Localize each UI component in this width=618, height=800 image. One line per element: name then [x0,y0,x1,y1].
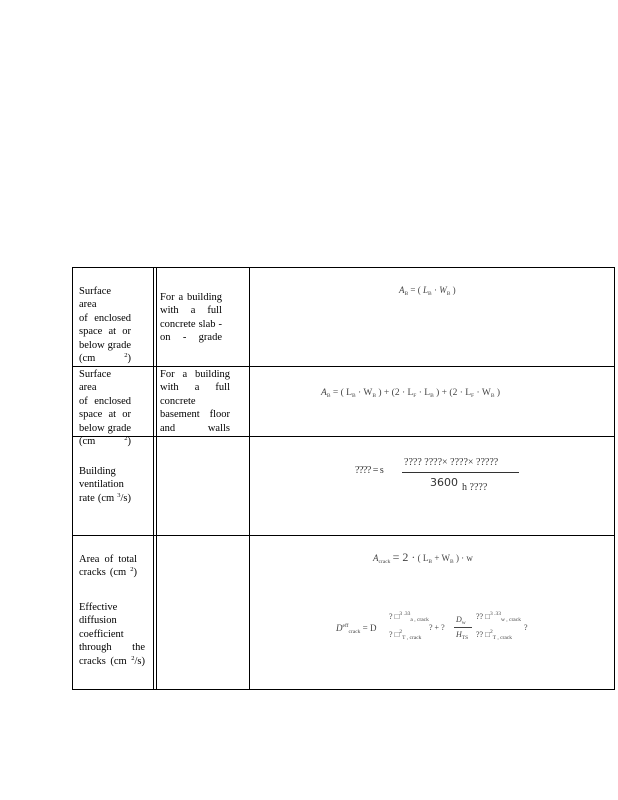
quantity-cell [79,465,131,505]
soil-vapor-parameter-table [72,267,615,690]
quantity-line: coefficient [79,628,124,640]
condition-line: with a full [160,305,222,317]
quantity-line: Effective [79,602,118,613]
row-divider [73,366,614,367]
equation-fragment: ? + ? [429,623,445,632]
quantity-cell [79,601,145,668]
quantity-line: Area of total [79,554,137,565]
quantity-line: through the [79,642,145,654]
equation-fragment: ?? □$^{3 .33}_{w , crack}$ [476,611,521,623]
equation-lhs: $D^{eff}_{crack} = D$ [336,623,377,635]
equation-fragment: ?? □$^2_{T , crack}$ [476,629,512,641]
condition-line: concrete [160,395,196,407]
quantity-line: of enclosed [79,312,131,324]
condition-line: basement floor [160,409,230,421]
equation-fragment: $H_{TS}$ [456,630,469,641]
condition-line: on - grade [160,332,222,344]
condition-line: with a full [160,382,230,394]
quantity-line: below grade [79,339,131,351]
fraction-bar [454,627,472,628]
quantity-unit: (cm $^2$) [79,435,131,448]
condition-cell [160,291,222,345]
condition-line: and walls [160,422,230,434]
quantity-line: of enclosed [79,395,131,407]
crack-area-equation: $A_{crack} = 2$ · ( $L_B + W_B$ ) · w [373,550,473,565]
condition-line: concrete slab - [160,318,222,330]
column-divider [249,268,250,689]
quantity-line: below grade [79,422,131,434]
condition-line: For a building [160,369,230,380]
equation-denominator: 3600 [430,476,458,489]
quantity-line: Building [79,466,116,477]
equation-fragment: ? [524,623,528,632]
fraction-bar [402,472,519,473]
quantity-unit: rate (cm $^3$/s) [79,491,131,504]
column-divider [156,268,157,689]
equation-lhs: ???? = s [355,465,384,476]
equation-fragment: ? □$^{3 .33}_{a , crack}$ [389,611,429,623]
equation-fragment: ? □$^2_{T , crack}$ [389,629,422,641]
quantity-line: ventilation [79,479,124,491]
condition-line: For a building [160,292,222,303]
row-divider [73,535,614,536]
equation-term: h ???? [462,482,488,493]
quantity-cell [79,368,131,448]
equation-fragment: $D_w$ [456,615,466,626]
quantity-line: space at or [79,409,131,421]
quantity-unit: cracks (cm $^2$/s) [79,654,146,667]
quantity-unit: (cm $^2$) [79,352,131,365]
equation-numerator: ???? ????× ????× ????? [404,457,499,468]
surface-area-slab-equation: $A_B$ = ( $L_B \cdot W_B$ ) [399,285,456,297]
quantity-cell [79,553,137,580]
condition-cell [160,368,230,435]
quantity-line: space at or [79,326,131,338]
surface-area-basement-equation: $A_B$ = ( $L_B \cdot W_B$ ) + ($2 \cdot L_F \cdot L_B$ ) + ($2 \cdot L_F \cdot W_B$ ) [321,388,501,399]
quantity-unit: cracks (cm $^2$) [79,566,138,579]
quantity-line: diffusion [79,615,117,627]
row-divider [73,436,614,437]
quantity-cell [79,285,131,365]
column-divider [153,268,154,689]
quantity-line: Surface area [79,286,112,311]
quantity-line: Surface area [79,369,112,394]
